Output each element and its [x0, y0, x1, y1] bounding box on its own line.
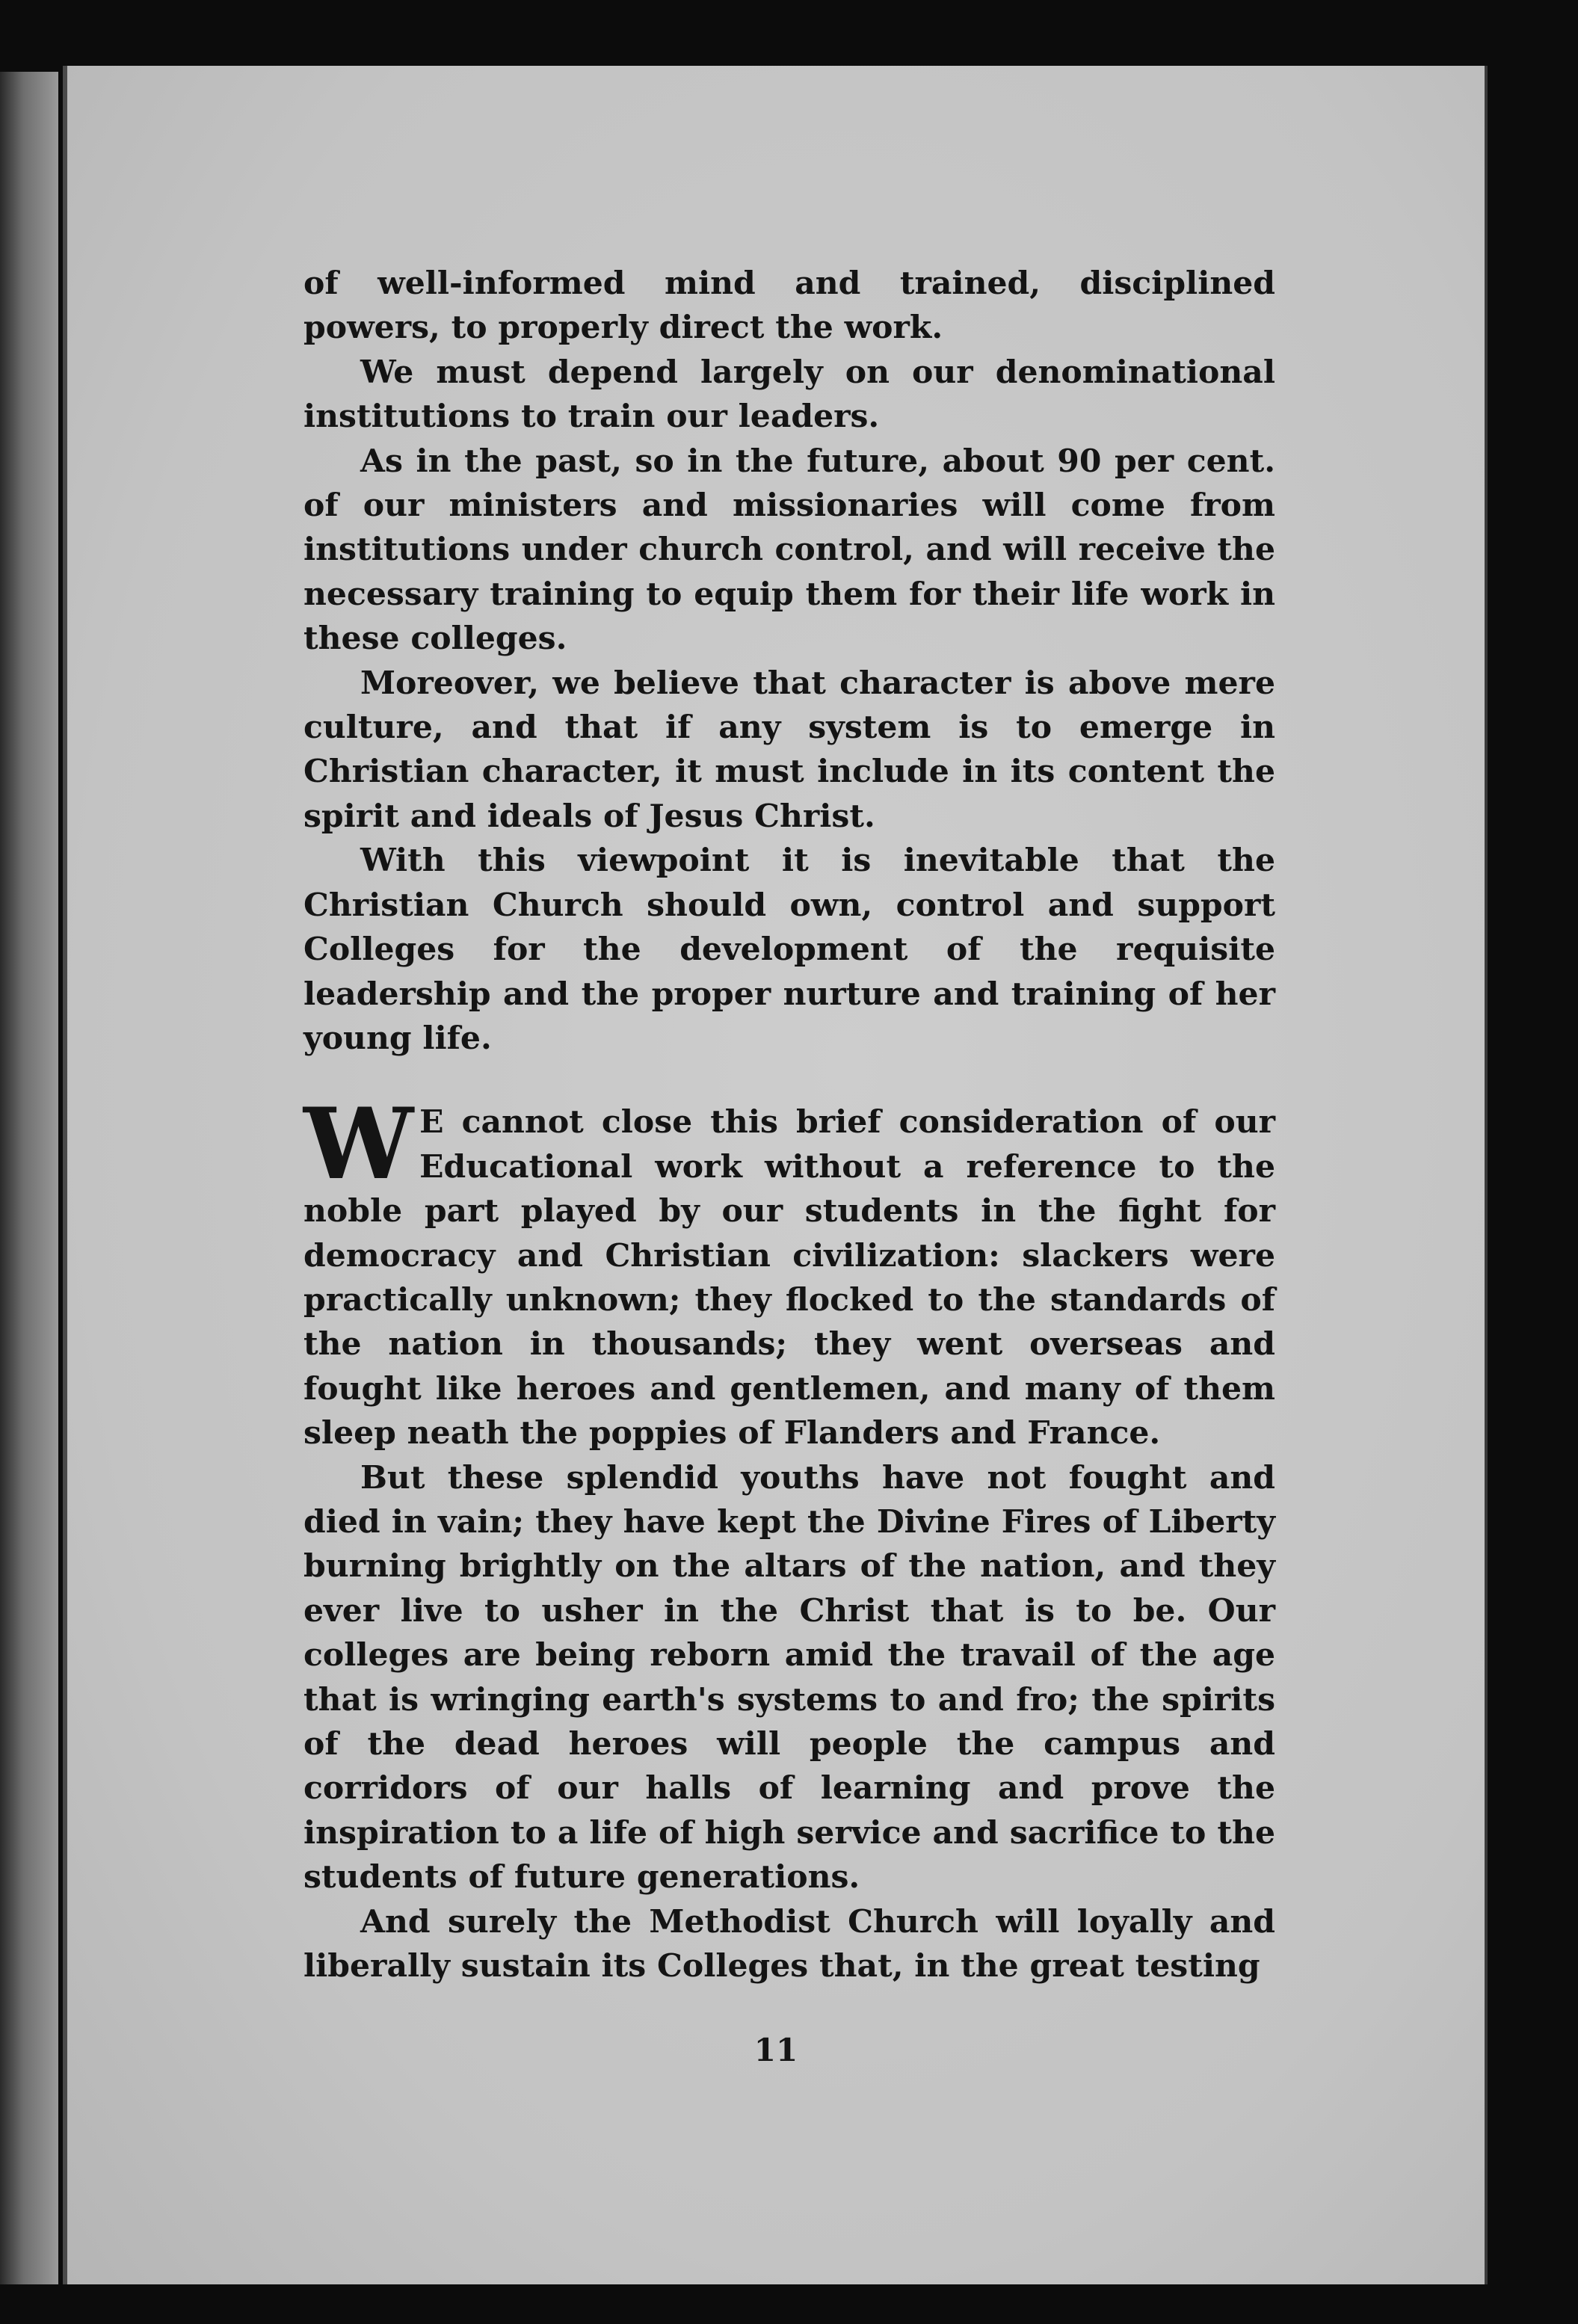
paragraph: We must depend largely on our denominational institutions to train our leaders. [303, 353, 1275, 436]
drop-cap-letter: W [303, 1086, 414, 1202]
paragraph-continued: of well-informed mind and trained, disciplined powers, to properly direct the work. [303, 265, 1275, 347]
section-opening-text: E cannot close this brief consideration of our Educational work without a reference to the noble part played by our students in the fight for democracy and Christian civilization: slackers were practically unknown; they flocked to the standards of the nation in thousands; they went overseas and fought like heroes and gentlemen, and many of them sleep neath the poppies of Flanders and France. [303, 1103, 1275, 1452]
book-page [63, 66, 1488, 2284]
paragraph: But these splendid youths have not fought and died in vain; they have kept the Divine Fires of Liberty burning brightly on the altars of the nation, and they ever live to usher in the Christ that is to be. Our colleges are being reborn amid the travail of the age that is wringing earth's systems to and fro; the spirits of the dead heroes will people the campus and corridors of our halls of learning and prove the inspiration to a life of high service and sacrifice to the students of future generations. [303, 1458, 1275, 1896]
paragraph: With this viewpoint it is inevitable that the Christian Church should own, control and support Colleges for the development of the requisite leadership and the proper nurture and training of her young life. [303, 842, 1275, 1057]
section-opening-paragraph [303, 1086, 1275, 1455]
body-text [303, 262, 1275, 1988]
previous-page-edge [0, 72, 58, 2284]
paragraph: As in the past, so in the future, about 90 per cent. of our ministers and missionaries will come from institutions under church control, and will receive the necessary training to equip them for their life work in these colleges. [303, 442, 1275, 658]
paragraph: And surely the Methodist Church will loyally and liberally sustain its Colleges that, in the great testing [303, 1902, 1275, 1985]
page-number: 11 [753, 2032, 798, 2068]
paragraph: Moreover, we believe that character is above mere culture, and that if any system is to emerge in Christian character, it must include in its content the spirit and ideals of Jesus Christ. [303, 664, 1275, 835]
